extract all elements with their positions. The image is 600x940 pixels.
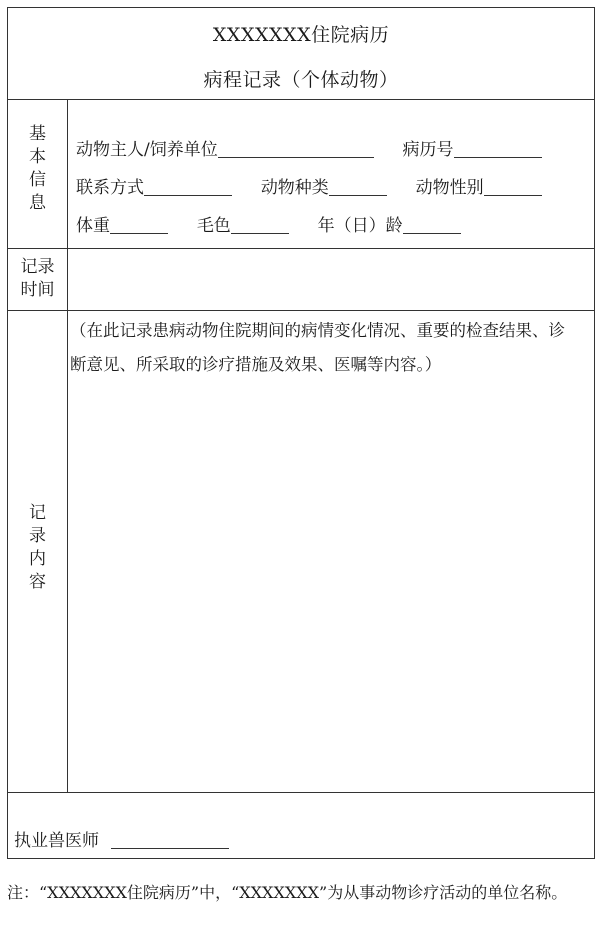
sex-label: 动物性别 [415,178,484,198]
title-divider [8,99,594,100]
owner-field[interactable] [218,139,374,158]
label-column-divider [67,99,68,792]
age-field[interactable] [403,215,461,234]
species-field[interactable] [329,177,387,196]
sex-field[interactable] [484,177,542,196]
record-time-field[interactable] [68,249,594,310]
record-no-field[interactable] [454,139,542,158]
doctor-signature-field[interactable] [111,830,229,849]
doctor-signature-row [14,826,233,851]
record-content-label: 记 录 内 容 [29,503,46,592]
record-time-divider [8,310,594,311]
contact-field[interactable] [144,177,232,196]
record-content-divider [8,792,594,793]
form-subtitle: 病程记录（个体动物） [203,69,399,91]
color-field[interactable] [231,215,289,234]
owner-label: 动物主人/饲养单位 [76,140,218,160]
basic-info-row-1 [76,135,546,160]
basic-info-row-2 [76,173,546,198]
weight-label: 体重 [76,216,110,236]
record-content-hint: （在此记录患病动物住院期间的病情变化情况、重要的检查结果、诊断意见、所采取的诊疗措施及效果、医嘱等内容。） [70,321,565,374]
species-label: 动物种类 [260,178,329,198]
record-time-label: 记录 时间 [20,257,55,300]
contact-label: 联系方式 [76,178,144,198]
doctor-label: 执业兽医师 [14,831,99,851]
form-title: XXXXXXX住院病历 [212,24,390,46]
record-no-label: 病历号 [402,140,454,160]
basic-info-label: 基 本 信 息 [29,124,46,213]
color-label: 毛色 [196,216,231,236]
medical-record-form [7,7,595,859]
weight-field[interactable] [110,215,168,234]
footnote: 注：“XXXXXXX住院病历”中，“XXXXXXX”为从事动物诊疗活动的单位名称。 [7,883,568,902]
age-label: 年（日）龄 [317,216,403,236]
basic-info-row-3 [76,211,465,236]
